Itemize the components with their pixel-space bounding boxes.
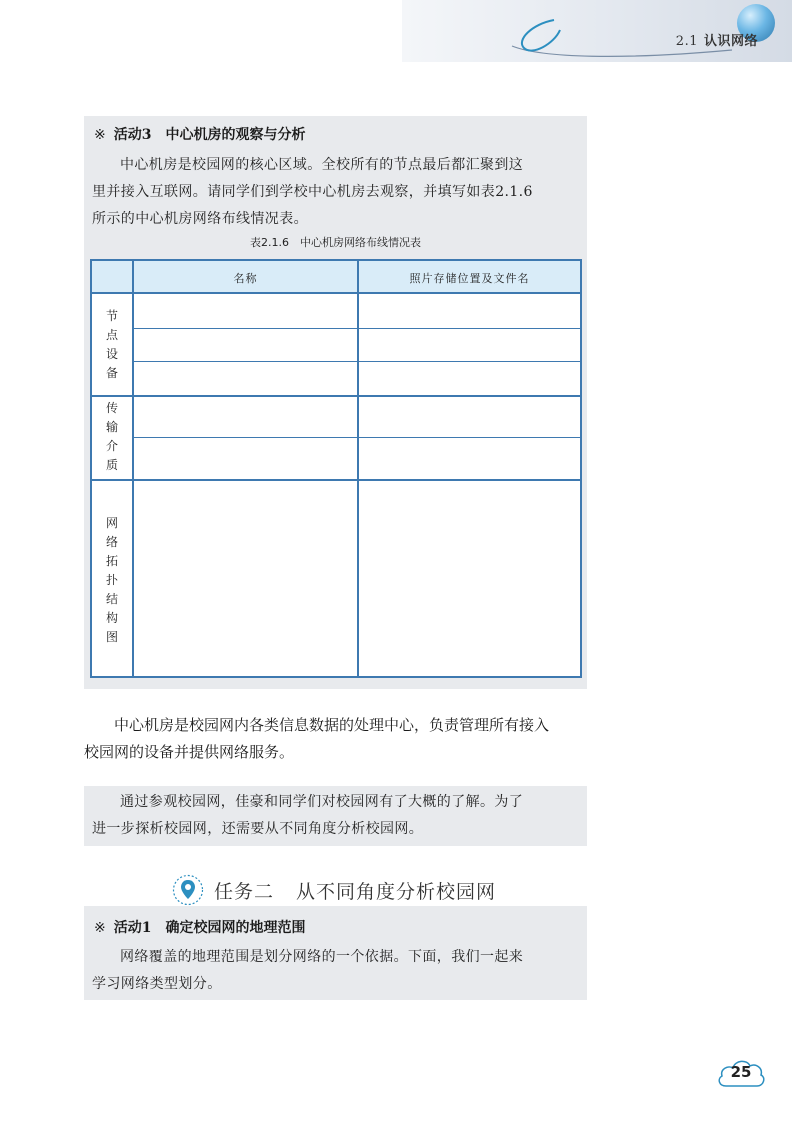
body-paragraph [84, 712, 590, 766]
row-divider [132, 361, 580, 362]
activity3-box [84, 116, 587, 689]
activity1-paragraph [92, 944, 584, 998]
paragraph-line: 网络覆盖的地理范围是划分网络的一个依据。下面，我们一起来 [120, 949, 524, 965]
group-divider [92, 395, 580, 397]
column-divider [357, 261, 359, 676]
activity3-title [94, 124, 305, 144]
row-divider [132, 328, 580, 329]
task-title [214, 877, 496, 904]
location-pin-icon [172, 874, 204, 906]
page-number: 25 [730, 1063, 752, 1081]
column-header-name: 名称 [233, 272, 258, 285]
column-divider [132, 261, 134, 676]
row-divider [132, 437, 580, 438]
table-caption: 表2.1.6 中心机房网络布线情况表 [250, 236, 421, 249]
note-box [84, 786, 587, 846]
section-title: 认识网络 [703, 34, 758, 49]
note-paragraph [92, 789, 584, 843]
task-label: 任务二 [214, 880, 275, 903]
activity3-title-text: 活动3 中心机房的观察与分析 [113, 127, 306, 143]
paragraph-line: 校园网的设备并提供网络服务。 [84, 743, 295, 761]
paragraph-line: 进一步探析校园网，还需要从不同角度分析校园网。 [92, 821, 424, 837]
activity1-title-text: 活动1 确定校园网的地理范围 [113, 920, 306, 936]
wiring-table [90, 259, 582, 678]
activity1-box [84, 906, 587, 1000]
activity3-paragraph [92, 152, 584, 233]
paragraph-line: 里并接入互联网。请同学们到学校中心机房去观察，并填写如表2.1.6 [92, 184, 533, 200]
paragraph-line: 学习网络类型划分。 [92, 976, 222, 992]
column-header-photo-location: 照片存储位置及文件名 [409, 272, 530, 285]
section-number: 2.1 [675, 34, 698, 49]
paragraph-line: 中心机房是校园网的核心区域。全校所有的节点最后都汇聚到这 [120, 157, 524, 173]
row-label-topology-diagram: 网 络 拓 扑 结 构 图 [105, 516, 118, 644]
paragraph-line: 中心机房是校园网内各类信息数据的处理中心，负责管理所有接入 [114, 716, 550, 734]
row-label-node-devices: 节 点 设 备 [105, 309, 118, 380]
task-title-text: 从不同角度分析校园网 [296, 880, 497, 903]
task-heading [172, 872, 496, 908]
paragraph-line: 所示的中心机房网络布线情况表。 [92, 211, 308, 227]
reference-mark: ※ [94, 127, 106, 143]
activity1-title [94, 917, 305, 937]
group-divider [92, 479, 580, 481]
row-label-transmission-media: 传 输 介 质 [105, 401, 118, 472]
reference-mark: ※ [94, 920, 106, 936]
paragraph-line: 通过参观校园网，佳豪和同学们对校园网有了大概的了解。为了 [120, 794, 524, 810]
section-header [676, 30, 758, 49]
